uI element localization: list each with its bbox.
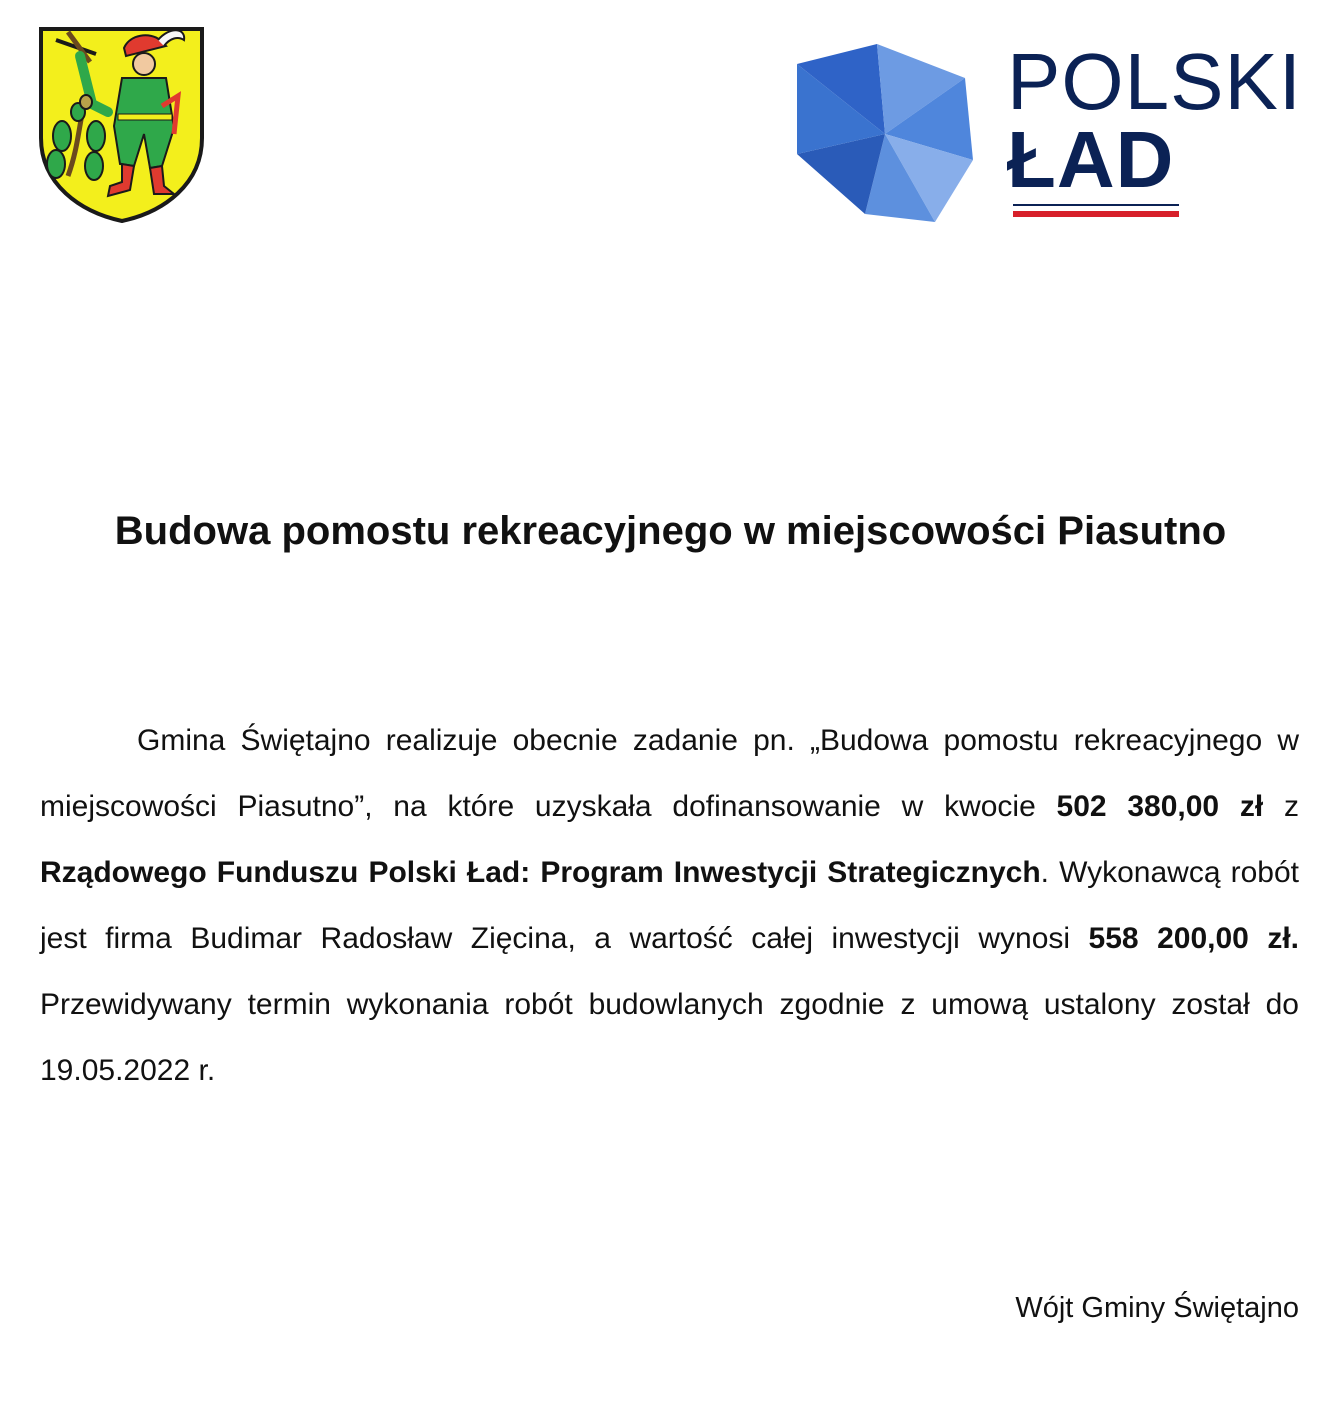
signature: Wójt Gminy Świętajno [1015,1292,1299,1324]
fund-name: Rządowego Funduszu Polski Ład: Program Inwestycji Strategicznych [40,856,1041,889]
logo-text-lad: ŁAD [1007,115,1175,204]
total-amount: 558 200,00 zł. [1088,922,1299,955]
coat-of-arms-icon [38,26,206,224]
grant-amount: 502 380,00 zł [1056,790,1264,823]
logo-stripes [1013,204,1179,220]
coat-of-arms [38,26,206,224]
polski-lad-polygon-icon [795,42,977,224]
paragraph-text-2: z [1263,790,1299,823]
paragraph-text-3: . Wykonawcą robót jest firma Budimar Radosław Zięcina, a wartość całej inwestycji wynosi [40,856,1299,955]
document-paragraph [40,708,1299,1104]
paragraph-text-4: Przewidywany termin wykonania robót budowlanych zgodnie z umową ustalony został do 19.05.2022 r. [40,988,1299,1087]
paragraph-text-1: Gmina Świętajno realizuje obecnie zadanie pn. „Budowa pomostu rekreacyjnego w miejscowości Piasutno”, na które uzyskała dofinansowanie w kwocie [40,724,1299,823]
logo-stripe-red [1013,211,1179,217]
polski-lad-logo [795,38,1305,228]
logo-text-polski: POLSKI [1007,37,1303,126]
document-title: Budowa pomostu rekreacyjnego w miejscowości Piasutno [114,509,1227,553]
